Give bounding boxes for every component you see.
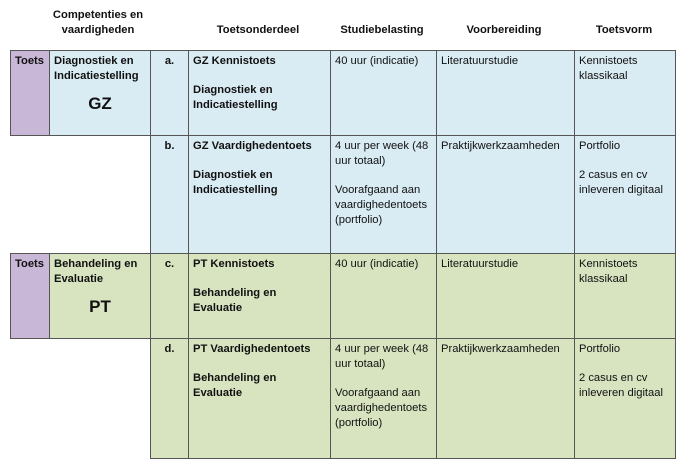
header-toetsonderdeel: Toetsonderdeel <box>216 24 300 36</box>
header-competenties: Competenties en vaardigheden <box>52 9 144 36</box>
toetsonderdeel-cell: GZ Vaardighedentoets Diagnostiek en Indicatiestelling <box>189 136 331 254</box>
voorbereiding-cell: Praktijkwerkzaamheden <box>437 136 575 254</box>
voorbereiding-cell: Literatuurstudie <box>437 51 575 136</box>
table-row <box>11 51 676 136</box>
table-row <box>11 136 676 254</box>
table-row <box>11 254 676 339</box>
toetsvorm-cell: Kennistoets klassikaal <box>575 51 676 136</box>
code-pt: PT <box>89 297 111 316</box>
empty-cell <box>11 339 50 459</box>
competentie-pt: Behandeling en Evaluatie PT <box>50 254 151 339</box>
letter-cell: b. <box>151 136 189 254</box>
empty-cell <box>50 339 151 459</box>
toetsonderdeel-cell: PT Kennistoets Behandeling en Evaluatie <box>189 254 331 339</box>
empty-cell <box>50 136 151 254</box>
toets-label-gz: Toets <box>11 51 50 136</box>
studiebelasting-cell: 4 uur per week (48 uur totaal) Voorafgaand aan vaardighedentoets (portfolio) <box>331 136 437 254</box>
voorbereiding-cell: Literatuurstudie <box>437 254 575 339</box>
toetsvorm-cell: Portfolio 2 casus en cv inleveren digitaal <box>575 136 676 254</box>
header-studiebelasting: Studiebelasting <box>340 24 424 36</box>
toetsonderdeel-cell: GZ Kennistoets Diagnostiek en Indicatiestelling <box>189 51 331 136</box>
header-voorbereiding: Voorbereiding <box>466 24 542 36</box>
toets-overzicht-table <box>10 50 676 459</box>
toetsvorm-cell: Portfolio 2 casus en cv inleveren digitaal <box>575 339 676 459</box>
toets-label-pt: Toets <box>11 254 50 339</box>
studiebelasting-cell: 40 uur (indicatie) <box>331 51 437 136</box>
toetsonderdeel-cell: PT Vaardighedentoets Behandeling en Evaluatie <box>189 339 331 459</box>
table-row <box>11 339 676 459</box>
code-gz: GZ <box>88 94 112 113</box>
studiebelasting-cell: 40 uur (indicatie) <box>331 254 437 339</box>
competentie-gz: Diagnostiek en Indicatiestelling GZ <box>50 51 151 136</box>
voorbereiding-cell: Praktijkwerkzaamheden <box>437 339 575 459</box>
letter-cell: d. <box>151 339 189 459</box>
empty-cell <box>11 136 50 254</box>
studiebelasting-cell: 4 uur per week (48 uur totaal) Voorafgaand aan vaardighedentoets (portfolio) <box>331 339 437 459</box>
letter-cell: a. <box>151 51 189 136</box>
toetsvorm-cell: Kennistoets klassikaal <box>575 254 676 339</box>
letter-cell: c. <box>151 254 189 339</box>
header-toetsvorm: Toetsvorm <box>595 24 653 36</box>
